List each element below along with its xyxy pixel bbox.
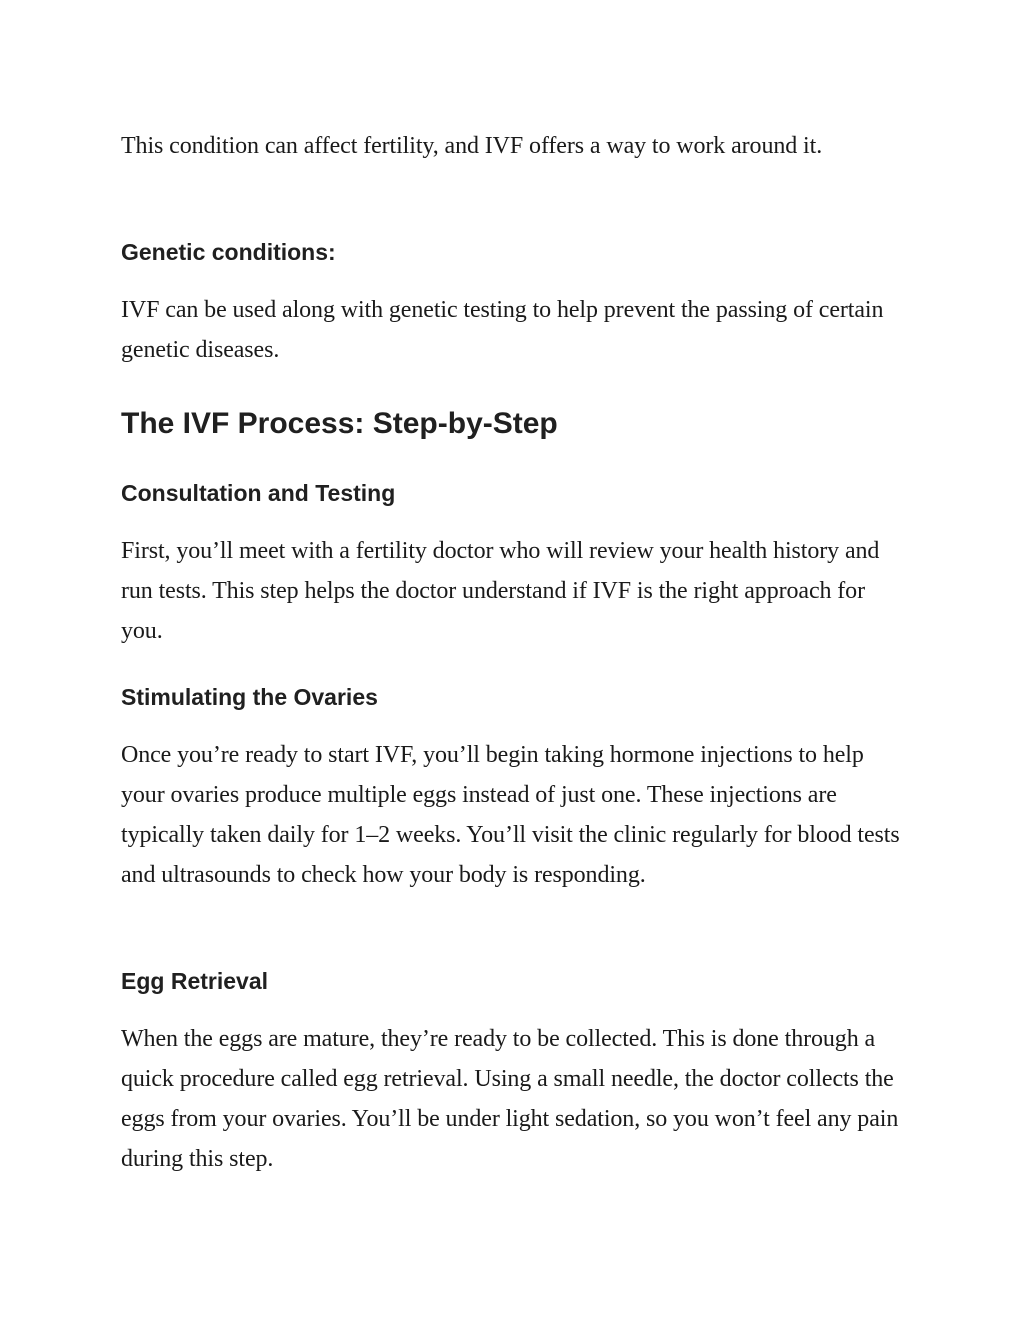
paragraph-genetic: IVF can be used along with genetic testing to help prevent the passing of certain genetic diseases. [121,297,884,363]
paragraph-stimulating: Once you’re ready to start IVF, you’ll begin taking hormone injections to help your ovaries produce multiple eggs instead of just one. These injections are typically taken daily for 1–2 weeks. You’ll visit the clinic regularly for blood tests and ultrasounds to check how your body is responding. [121,742,900,888]
heading-consultation-testing: Consultation and Testing [121,480,396,506]
heading-genetic-conditions: Genetic conditions: [121,239,336,265]
paragraph-retrieval: When the eggs are mature, they’re ready to be collected. This is done through a quick procedure called egg retrieval. Using a small needle, the doctor collects the eggs from your ovaries. You’ll be under light sedation, so you won’t feel any pain during this step. [121,1026,899,1172]
paragraph-condition: This condition can affect fertility, and IVF offers a way to work around it. [121,133,823,159]
paragraph-consultation: First, you’ll meet with a fertility doctor who will review your health history and run tests. This step helps the doctor understand if IVF is the right approach for you. [121,538,880,644]
heading-ivf-process: The IVF Process: Step-by-Step [121,407,558,440]
heading-egg-retrieval: Egg Retrieval [121,968,268,994]
heading-stimulating-ovaries: Stimulating the Ovaries [121,684,378,710]
